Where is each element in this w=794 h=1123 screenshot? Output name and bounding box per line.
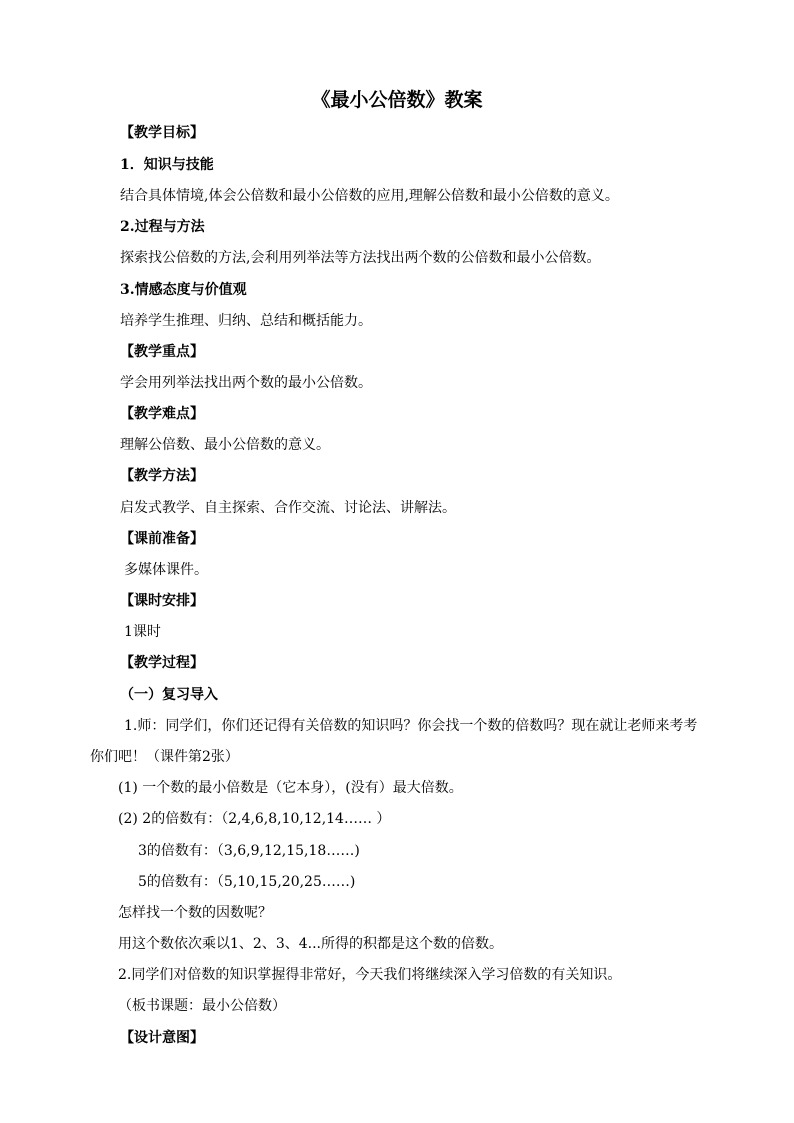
list-item: 5的倍数有：（5,10,15,20,25……) — [138, 874, 356, 890]
paragraph: 2.同学们对倍数的知识掌握得非常好，今天我们将继续深入学习倍数的有关知识。 — [118, 967, 622, 983]
section-heading-difficulties: 【教学难点】 — [120, 406, 204, 422]
section-heading-methods: 【教学方法】 — [120, 468, 204, 484]
subheading-process-method: 2.过程与方法 — [120, 219, 205, 235]
paragraph: 1课时 — [124, 624, 161, 640]
paragraph: 培养学生推理、归纳、总结和概括能力。 — [120, 313, 372, 329]
paragraph: 启发式教学、自主探索、合作交流、讨论法、讲解法。 — [120, 500, 456, 516]
paragraph: 你们吧！（课件第2张） — [90, 749, 239, 765]
section-heading-key-points: 【教学重点】 — [120, 344, 204, 360]
paragraph: 学会用列举法找出两个数的最小公倍数。 — [120, 375, 372, 391]
list-item: (1) 一个数的最小倍数是（它本身），(没有）最大倍数。 — [118, 780, 463, 796]
section-heading-preparation: 【课前准备】 — [120, 531, 204, 547]
section-heading-process: 【教学过程】 — [120, 655, 204, 671]
paragraph: 理解公倍数、最小公倍数的意义。 — [120, 437, 330, 453]
document-title: 《最小公倍数》教案 — [311, 89, 483, 111]
paragraph: 1.师：同学们，你们还记得有关倍数的知识吗？你会找一个数的倍数吗？现在就让老师来考考 — [124, 718, 698, 734]
section-heading-design-intent: 【设计意图】 — [120, 1030, 204, 1046]
subheading-attitude-values: 3.情感态度与价值观 — [120, 282, 247, 298]
section-heading-objectives: 【教学目标】 — [120, 125, 204, 141]
list-item: 3的倍数有：（3,6,9,12,15,18……) — [138, 843, 360, 859]
subheading-knowledge-skills: 1．知识与技能 — [120, 157, 214, 173]
list-item: (2) 2的倍数有：（2,4,6,8,10,12,14…… ） — [118, 811, 391, 827]
paragraph: （板书课题：最小公倍数） — [118, 998, 286, 1014]
paragraph: 怎样找一个数的因数呢？ — [118, 905, 272, 921]
paragraph: 多媒体课件。 — [124, 562, 208, 578]
paragraph: 结合具体情境,体会公倍数和最小公倍数的应用,理解公倍数和最小公倍数的意义。 — [120, 188, 619, 204]
paragraph: 探索找公倍数的方法,会利用列举法等方法找出两个数的公倍数和最小公倍数。 — [120, 250, 601, 266]
section-heading-schedule: 【课时安排】 — [120, 593, 204, 609]
paragraph: 用这个数依次乘以1、2、3、4...所得的积都是这个数的倍数。 — [118, 936, 503, 952]
subheading-review: （一）复习导入 — [120, 687, 218, 703]
